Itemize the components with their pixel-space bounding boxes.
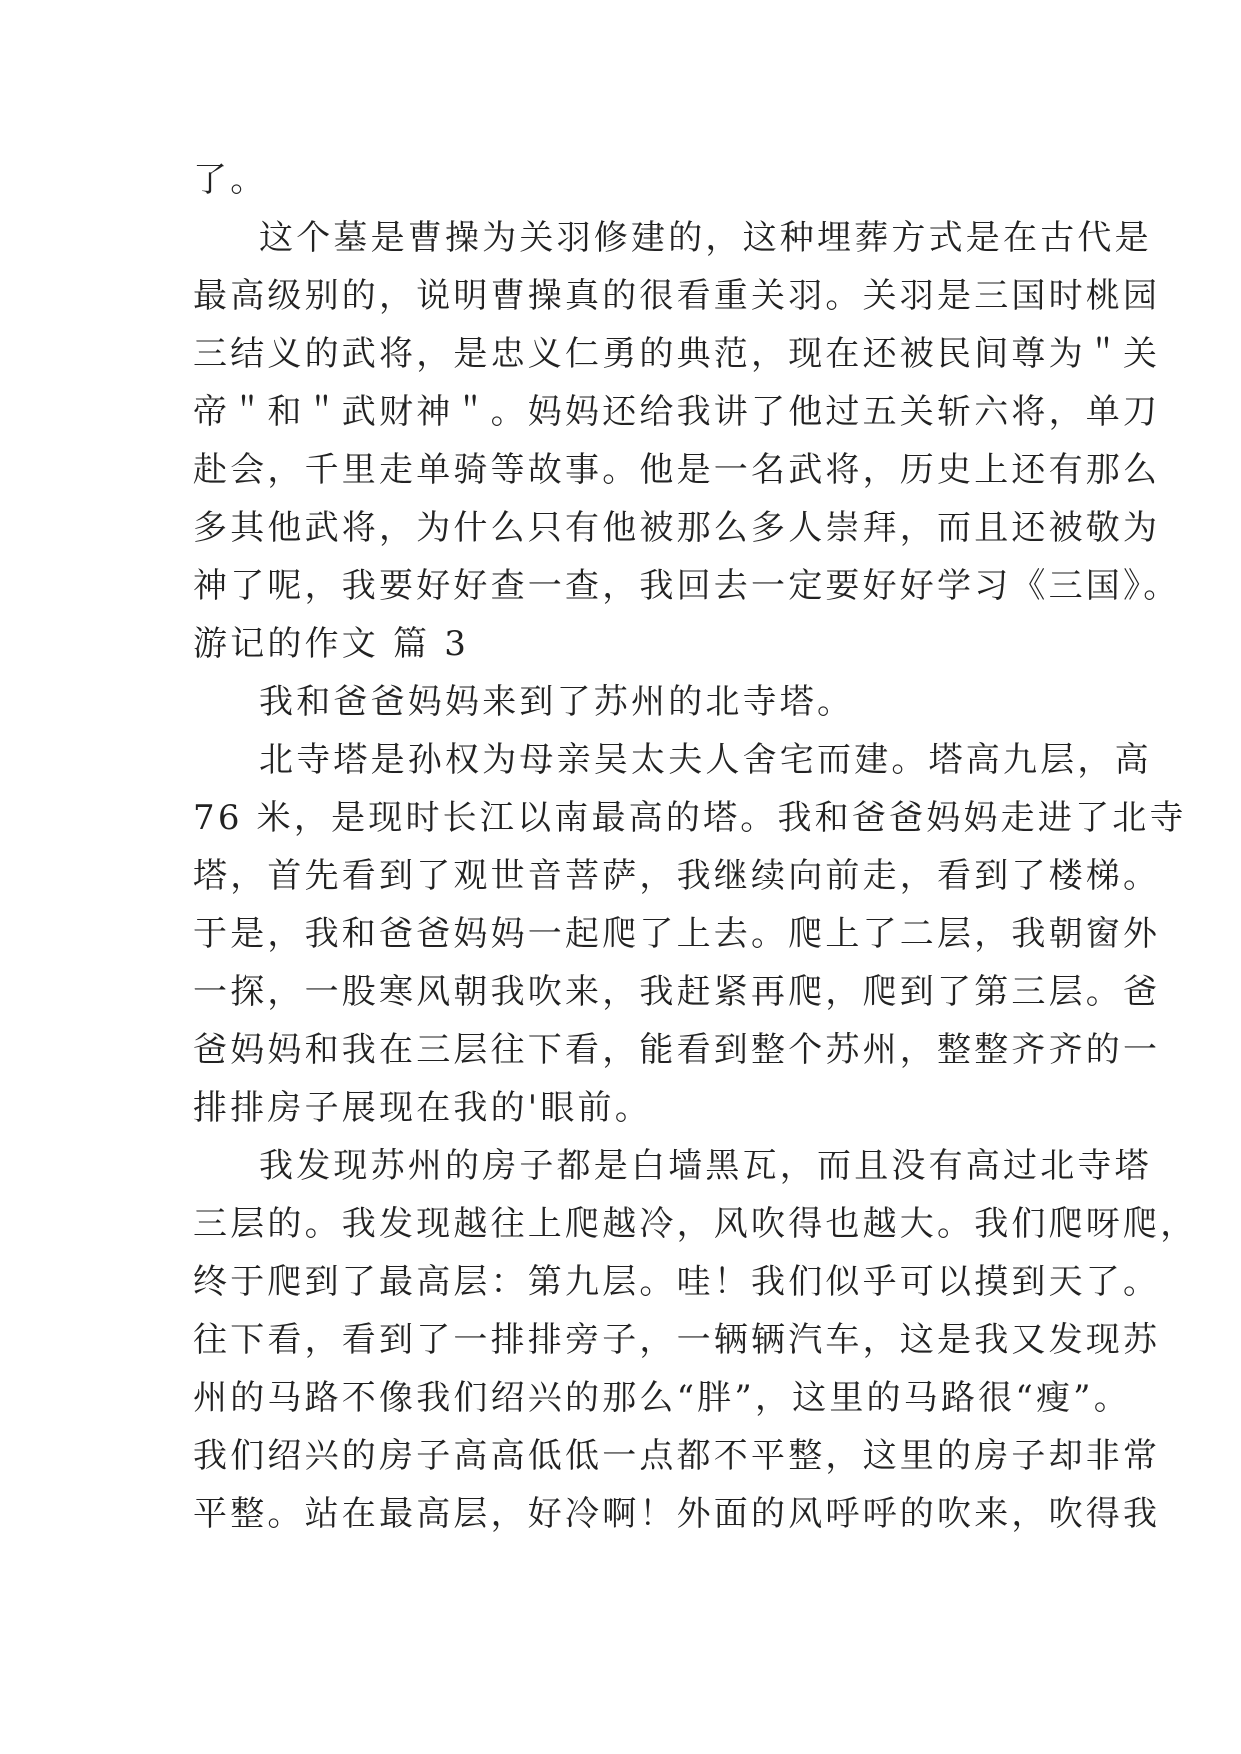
paragraph-first-line: 我和爸爸妈妈来到了苏州的北寺塔。: [259, 682, 855, 722]
section-heading: 游记的作文 篇 3: [193, 624, 470, 664]
paragraph-first-line: 北寺塔是孙权为母亲吴太夫人舍宅而建。塔高九层，高: [259, 740, 1152, 780]
text-line: 我们绍兴的房子高高低低一点都不平整，这里的房子却非常: [193, 1436, 1161, 1476]
text-line: 帝＂和＂武财神＂。妈妈还给我讲了他过五关斩六将，单刀: [193, 392, 1161, 432]
text-line: 神了呢，我要好好查一查，我回去一定要好好学习《三国》。: [193, 566, 1181, 606]
text-line: 76 米，是现时长江以南最高的塔。我和爸爸妈妈走进了北寺: [193, 798, 1187, 838]
text-line: 多其他武将，为什么只有他被那么多人崇拜，而且还被敬为: [193, 508, 1161, 548]
text-line: 塔，首先看到了观世音菩萨，我继续向前走，看到了楼梯。: [193, 856, 1161, 896]
text-line: 终于爬到了最高层：第九层。哇！我们似乎可以摸到天了。: [193, 1262, 1161, 1302]
text-line: 平整。站在最高层，好冷啊！外面的风呼呼的吹来，吹得我: [193, 1494, 1161, 1534]
article-body: [193, 151, 1198, 1543]
paragraph-first-line: 这个墓是曹操为关羽修建的，这种埋葬方式是在古代是: [259, 218, 1152, 258]
text-line: 最高级别的，说明曹操真的很看重关羽。关羽是三国时桃园: [193, 276, 1161, 316]
text-line: 州的马路不像我们绍兴的那么“胖”，这里的马路很“瘦”。: [193, 1378, 1131, 1418]
text-line: 三结义的武将，是忠义仁勇的典范，现在还被民间尊为＂关: [193, 334, 1161, 374]
text-line: 于是，我和爸爸妈妈一起爬了上去。爬上了二层，我朝窗外: [193, 914, 1161, 954]
text-line: 爸妈妈和我在三层往下看，能看到整个苏州，整整齐齐的一: [193, 1030, 1161, 1070]
text-line: 一探，一股寒风朝我吹来，我赶紧再爬，爬到了第三层。爸: [193, 972, 1161, 1012]
text-line: 赴会，千里走单骑等故事。他是一名武将，历史上还有那么: [193, 450, 1161, 490]
text-line: 了。: [193, 160, 268, 200]
text-line: 三层的。我发现越往上爬越冷，风吹得也越大。我们爬呀爬，: [193, 1204, 1198, 1244]
text-line: 排排房子展现在我的'眼前。: [193, 1088, 652, 1128]
paragraph-first-line: 我发现苏州的房子都是白墙黑瓦，而且没有高过北寺塔: [259, 1146, 1152, 1186]
text-line: 往下看，看到了一排排旁子，一辆辆汽车，这是我又发现苏: [193, 1320, 1161, 1360]
